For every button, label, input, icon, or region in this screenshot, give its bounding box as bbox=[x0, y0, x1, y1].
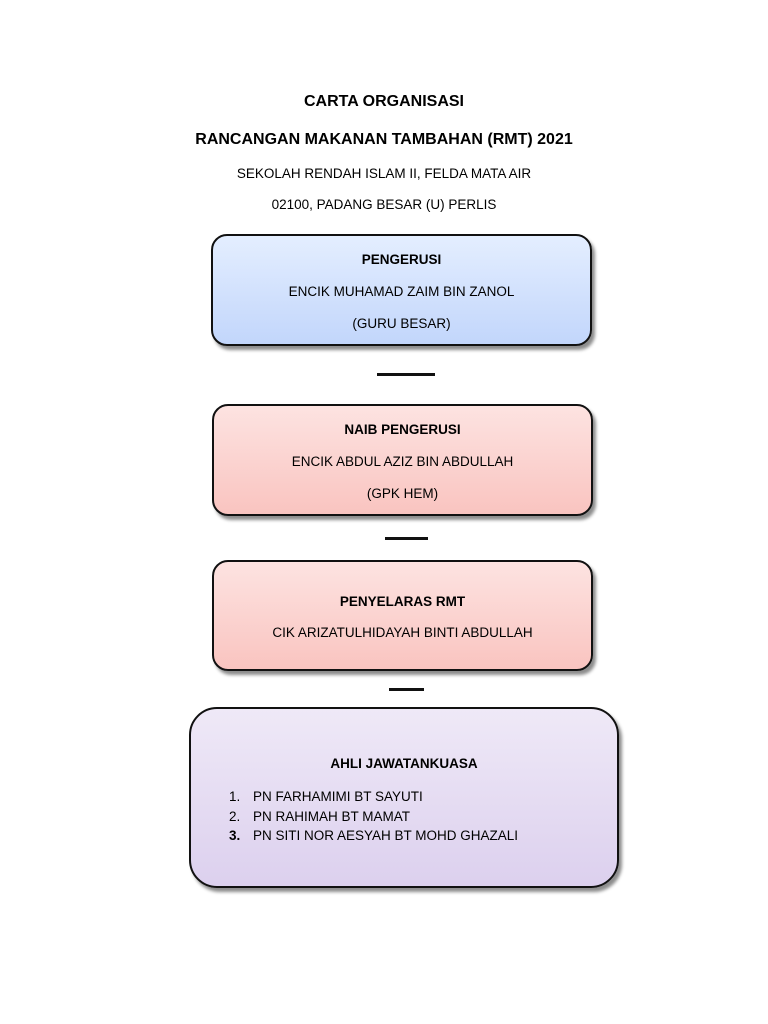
vice-chairman-name: ENCIK ABDUL AZIZ BIN ABDULLAH bbox=[291, 454, 514, 469]
school-address: 02100, PADANG BESAR (U) PERLIS bbox=[271, 197, 497, 212]
committee-member bbox=[229, 826, 518, 846]
connector-line bbox=[377, 373, 435, 376]
member-number: 3. bbox=[229, 828, 241, 843]
member-number: 2. bbox=[229, 808, 241, 824]
committee-member bbox=[229, 807, 518, 827]
member-name: PN SITI NOR AESYAH BT MOHD GHAZALI bbox=[253, 828, 519, 843]
connector-line bbox=[389, 688, 424, 691]
committee-member-list bbox=[229, 787, 518, 846]
connector-line bbox=[385, 537, 428, 540]
member-name: PN FARHAMIMI BT SAYUTI bbox=[253, 789, 423, 804]
school-name: SEKOLAH RENDAH ISLAM II, FELDA MATA AIR bbox=[236, 166, 532, 181]
chairman-role: PENGERUSI bbox=[361, 252, 442, 267]
chairman-position: (GURU BESAR) bbox=[352, 316, 451, 331]
coordinator-box bbox=[212, 560, 593, 671]
coordinator-role: PENYELARAS RMT bbox=[339, 594, 466, 609]
chairman-name: ENCIK MUHAMAD ZAIM BIN ZANOL bbox=[288, 284, 515, 299]
vice-chairman-box bbox=[212, 404, 593, 516]
chart-title: CARTA ORGANISASI bbox=[304, 93, 464, 110]
committee-box bbox=[189, 707, 619, 888]
vice-chairman-role: NAIB PENGERUSI bbox=[344, 422, 461, 437]
chairman-box bbox=[211, 234, 592, 346]
member-number: 1. bbox=[229, 789, 241, 804]
vice-chairman-position: (GPK HEM) bbox=[366, 486, 439, 501]
member-name: PN RAHIMAH BT MAMAT bbox=[253, 808, 411, 824]
committee-role: AHLI JAWATANKUASA bbox=[330, 756, 478, 771]
chart-subtitle: RANCANGAN MAKANAN TAMBAHAN (RMT) 2021 bbox=[195, 131, 573, 148]
coordinator-name: CIK ARIZATULHIDAYAH BINTI ABDULLAH bbox=[272, 625, 533, 640]
committee-member bbox=[229, 787, 518, 807]
